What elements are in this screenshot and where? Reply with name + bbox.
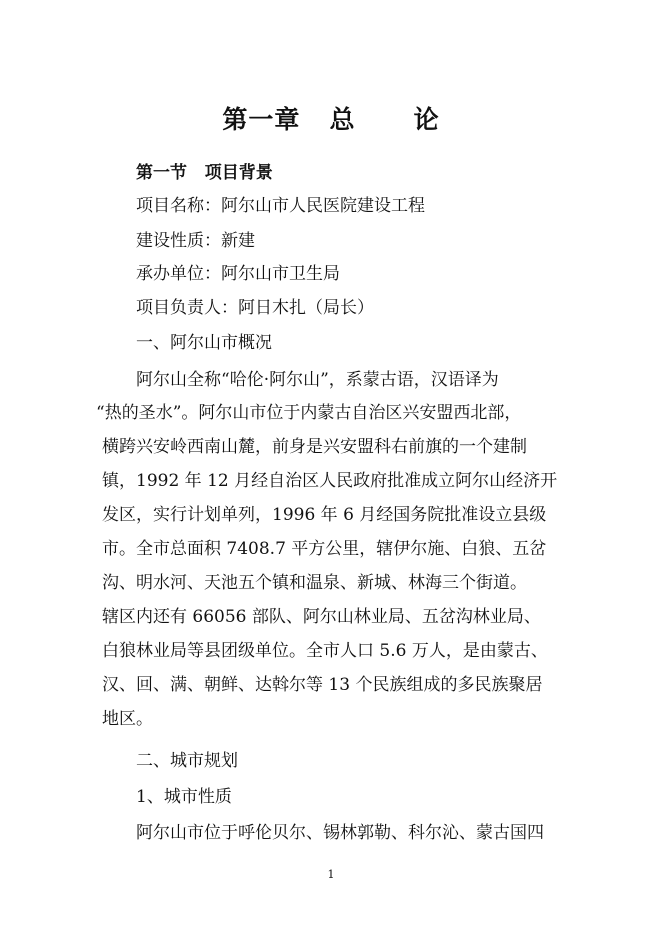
- section-title: 第一节 项目背景: [136, 163, 273, 183]
- overview-line-2: “热的圣水”。阿尔山市位于内蒙古自治区兴安盟西北部，: [96, 403, 522, 423]
- project-nature-line: 建设性质：新建: [136, 231, 255, 251]
- overview-line-11: 地区。: [102, 709, 153, 729]
- overview-line-5: 发区，实行计划单列，1996 年 6 月经国务院批准设立县级: [102, 505, 547, 525]
- overview-line-1: 阿尔山全称“哈伦·阿尔山”，系蒙古语，汉语译为: [136, 370, 499, 390]
- overview-line-8: 辖区内还有 66056 部队、阿尔山林业局、五岔沟林业局、: [102, 607, 541, 627]
- overview-line-4: 镇，1992 年 12 月经自治区人民政府批准成立阿尔山经济开: [102, 471, 558, 491]
- project-organizer-line: 承办单位：阿尔山市卫生局: [136, 264, 340, 284]
- chapter-title: 第一章 总 论: [222, 105, 440, 134]
- overview-line-9: 白狼林业局等县团级单位。全市人口 5.6 万人，是由蒙古、: [102, 641, 548, 661]
- project-leader-line: 项目负责人：阿日木扎（局长）: [136, 298, 374, 318]
- project-name-line: 项目名称：阿尔山市人民医院建设工程: [136, 196, 425, 216]
- overview-heading: 一、阿尔山市概况: [136, 333, 272, 353]
- overview-line-3: 横跨兴安岭西南山麓，前身是兴安盟科右前旗的一个建制: [102, 437, 527, 457]
- overview-line-6: 市。全市总面积 7408.7 平方公里，辖伊尔施、白狼、五岔: [102, 539, 547, 559]
- planning-heading: 二、城市规划: [136, 751, 238, 771]
- planning-paragraph-start: 阿尔山市位于呼伦贝尔、锡林郭勒、科尔沁、蒙古国四: [136, 823, 544, 843]
- overview-line-7: 沟、明水河、天池五个镇和温泉、新城、林海三个街道。: [102, 573, 527, 593]
- overview-line-10: 汉、回、满、朝鲜、达斡尔等 13 个民族组成的多民族聚居: [102, 675, 543, 695]
- planning-subheading: 1、城市性质: [136, 787, 232, 807]
- page-number: 1: [327, 868, 335, 881]
